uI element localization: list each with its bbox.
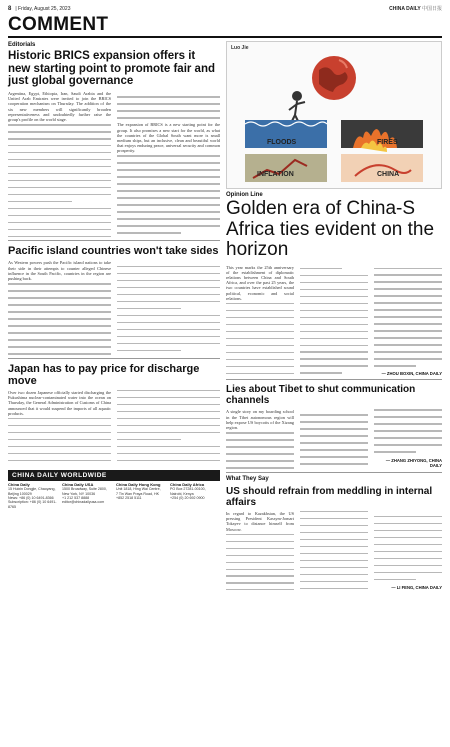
tibet-story-byline: — ZHANG ZHIYONG, CHINA DAILY [385,457,442,468]
us-story-paragraph: In regard to Kazakhstan, the US pressing President Kassym-Jomart Tokayev to distance himself from Moscow. [226,510,294,532]
masthead-office-line: 1500 Broadway, Suite 2800, New York, NY 10036 [62,487,107,496]
lead-editorial-body [8,91,220,237]
tibet-story-paragraph: A single story on my boarding school in the Tibet autonomous region will help expose US boycotts of the Xizang region. [226,409,294,431]
second-editorial-body [8,260,220,354]
masthead-office-line: Subscription: +86 (0) 10 6491-8765 [8,500,57,509]
cartoon-label-china: CHINA [377,171,400,178]
opinion-column [226,41,442,590]
page-number: 8 [8,5,12,12]
masthead-office-line: Nairobi, Kenya [170,491,194,496]
masthead-grid [8,483,220,509]
tibet-story-headline: Lies about Tibet to shut communication channels [226,384,416,407]
section-title: COMMENT [8,14,109,35]
masthead-office [170,483,220,509]
lead-editorial-paragraph: Argentina, Egypt, Ethiopia, Iran, Saudi Arabia and the United Arab Emirates were invited to join the BRICS cooperation mechanism on Thursday. The addition of the six new members will significantly broaden representativeness and undoubtedly further raise the group's profile on the world stage. [8,90,111,122]
masthead-office-title: China Daily Hong Kong [116,481,161,487]
masthead-office-title: China Daily [8,481,30,487]
paper-name-chinese: 中国日报 [421,6,442,12]
masthead-office-line: News: +86 (0) 10 6491-8366 [8,495,54,500]
masthead-office-line: +852 2518 5111 [116,495,142,500]
lead-editorial-paragraph-2: The expansion of BRICS is a new starting point for the group. It also promises a new start for the world, as what the countries of the Global South want more is small medium ships, but an inclusive, clean and beautiful world that enjoys enduring peace, universal security and common prosperity. [117,122,220,154]
lead-editorial-headline: Historic BRICS expansion offers it new starting point to promote fair and just global governance [8,50,215,88]
masthead-office-line: PO Box 27281-00100, [170,487,206,492]
opinion-headline: Golden era of China-S Africa ties evident on the horizon [226,198,435,261]
cartoon-label-inflation: INFLATION [257,171,294,178]
opinion-byline: — ZHOU BOXIN, CHINA DAILY [381,371,442,377]
us-story-byline: — LI FENG, CHINA DAILY [391,584,442,590]
masthead-office-line: Unit 1818, Hing Wai Centre, [116,487,161,492]
masthead-office-line: +1 212 537 8888 [62,495,90,500]
third-editorial-paragraph: Over two dozen Japanese officially started discharging the Fukushima nuclear-contaminated water into the ocean on Thursday, the General Administration of Customs of China announced that it would suspend the imports of all aquatic products. [8,389,111,416]
what-they-say-kicker: What They Say [226,475,269,482]
cartoon-illustration [227,42,441,188]
masthead-office-title: China Daily Africa [170,481,205,487]
masthead-office-line: editor@chinadailyusa.com [62,500,105,505]
newspaper-page [8,4,442,743]
opinion-paragraph: This year marks the 25th anniversary of the establishment of diplomatic relations between China and South Africa, and over the past 25 years, the two countries have established sound political, economic and social relations. [226,264,294,301]
tibet-story-body [226,409,442,469]
masthead-office-line: 15 Huixin Dongjie, Chaoyang, Beijing 100029 [8,487,56,496]
opinion-body [226,265,442,377]
editorials-kicker: Editorials [8,42,36,48]
us-story-headline: US should refrain from meddling in internal affairs [226,485,433,508]
masthead-office [8,483,58,509]
masthead-office-title: China Daily USA [62,481,94,487]
masthead-office-line: +254 (0) 20 692 0900 [170,495,205,500]
second-editorial-headline: Pacific island countries won't take sides [8,245,219,258]
page-date: | Friday, August 25, 2023 [15,5,71,12]
editorial-cartoon [226,41,442,189]
editorials-column [8,41,220,590]
cartoon-artist: Luo Jie [231,45,249,51]
masthead-office [116,483,166,509]
cartoon-label-fires: FIRES [377,139,398,146]
masthead-office-line: 7 Tin Wan Praya Road, HK [116,491,160,496]
second-editorial-paragraph: As Western powers push the Pacific island nations to take their side in their attempts to counter alleged Chinese influence in the South Pacific, countries in the region are pushing back. [8,260,111,282]
section-rule [8,36,442,38]
page-folio [8,4,442,13]
third-editorial-headline: Japan has to pay price for discharge move [8,362,200,387]
paper-name: CHINA DAILY [389,6,421,12]
third-editorial-body [8,390,220,466]
masthead-office [62,483,112,509]
masthead-bar: CHINA DAILY WORLDWIDE [8,470,220,481]
opinion-kicker: Opinion Line [226,192,263,198]
cartoon-label-floods: FLOODS [267,139,297,146]
masthead-block [8,470,220,509]
us-story-body [226,511,442,590]
